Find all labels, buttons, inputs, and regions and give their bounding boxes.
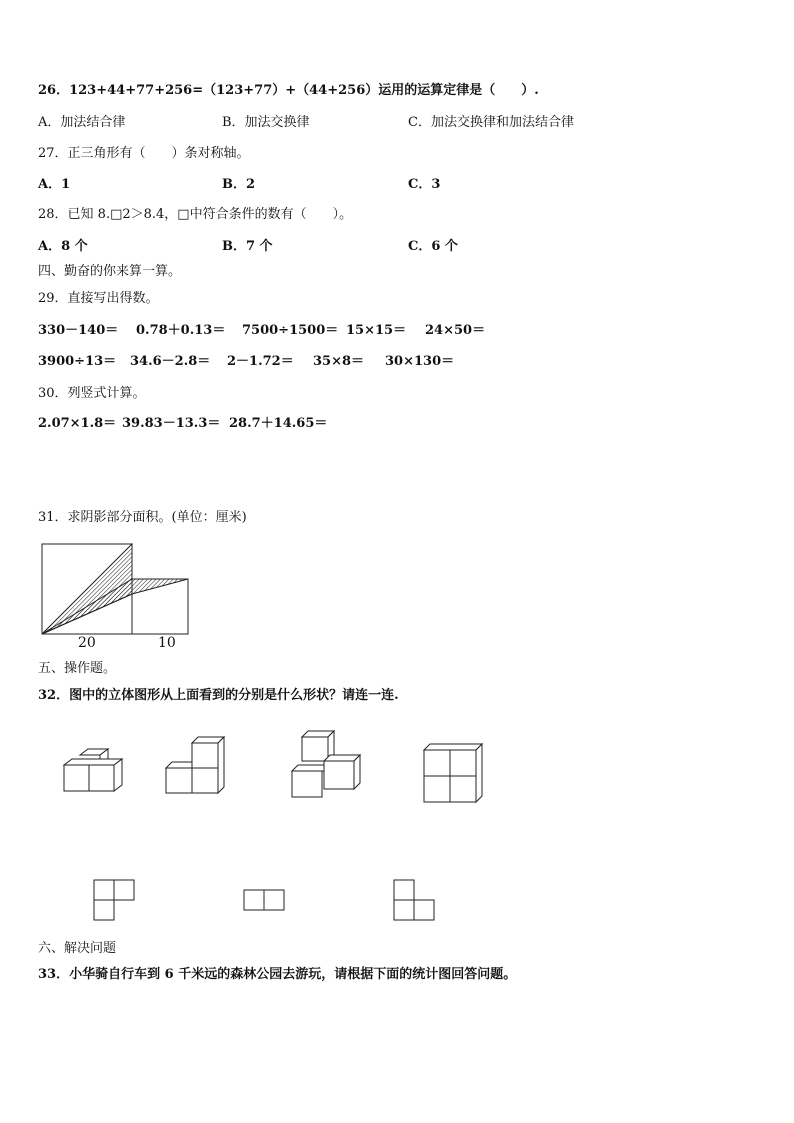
solid-figure-2[interactable] <box>164 735 228 797</box>
q29-r1-item-2: 0.78＋0.13＝ <box>136 323 226 338</box>
q32-stem: 32．图中的立体图形从上面看到的分别是什么形状？请连一连. <box>38 688 399 703</box>
q27-option-b[interactable]: B．2 <box>222 177 256 192</box>
q30-stem: 30．列竖式计算。 <box>38 386 146 401</box>
q26-stem: 26．123+44+77+256=（123+77）+（44+256）运用的运算定律是（ ）. <box>38 83 539 98</box>
shaded-area-figure <box>38 540 198 640</box>
solid-figure-1[interactable] <box>60 745 130 795</box>
q31-label-10: 10 <box>158 635 176 651</box>
q29-r1-item-4: 15×15＝ <box>346 323 407 338</box>
q29-r2-item-1: 3900÷13＝ <box>38 354 117 369</box>
q28-option-c[interactable]: C．6 个 <box>408 239 458 254</box>
solid-figure-4[interactable] <box>420 740 486 804</box>
q26-option-c[interactable]: C．加法交换律和加法结合律 <box>408 115 574 130</box>
q26-option-a[interactable]: A．加法结合律 <box>38 115 126 130</box>
q30-item-3: 28.7＋14.65＝ <box>229 416 328 431</box>
q27-option-c[interactable]: C．3 <box>408 177 441 192</box>
section-4-heading: 四、勤奋的你来算一算。 <box>38 264 182 279</box>
section-6-heading: 六、解决问题 <box>38 941 117 956</box>
q29-stem: 29．直接写出得数。 <box>38 291 159 306</box>
q28-option-a[interactable]: A．8 个 <box>38 239 88 254</box>
q27-stem: 27．正三角形有（ ）条对称轴。 <box>38 146 250 161</box>
q29-r1-item-1: 330－140＝ <box>38 323 119 338</box>
q30-item-2: 39.83－13.3＝ <box>122 416 221 431</box>
top-view-3[interactable] <box>393 879 437 923</box>
q27-option-a[interactable]: A．1 <box>38 177 71 192</box>
top-view-2[interactable] <box>243 889 287 913</box>
solid-figure-3[interactable] <box>290 727 364 799</box>
q31-label-20: 20 <box>78 635 96 651</box>
q31-stem: 31．求阴影部分面积。(单位：厘米) <box>38 510 247 525</box>
q29-r2-item-2: 34.6－2.8＝ <box>130 354 211 369</box>
q28-stem: 28．已知 8.□2＞8.4，□中符合条件的数有（ ）。 <box>38 207 353 222</box>
q29-r1-item-3: 7500÷1500＝ <box>242 323 339 338</box>
q33-stem: 33．小华骑自行车到 6 千米远的森林公园去游玩，请根据下面的统计图回答问题。 <box>38 967 517 982</box>
q28-option-b[interactable]: B．7 个 <box>222 239 273 254</box>
q26-option-b[interactable]: B．加法交换律 <box>222 115 310 130</box>
q29-r2-item-4: 35×8＝ <box>313 354 365 369</box>
q29-r2-item-5: 30×130＝ <box>385 354 455 369</box>
top-view-1[interactable] <box>93 879 137 923</box>
q30-item-1: 2.07×1.8＝ <box>38 416 117 431</box>
q29-r1-item-5: 24×50＝ <box>425 323 486 338</box>
section-5-heading: 五、操作题。 <box>38 661 117 676</box>
q29-r2-item-3: 2－1.72＝ <box>227 354 294 369</box>
